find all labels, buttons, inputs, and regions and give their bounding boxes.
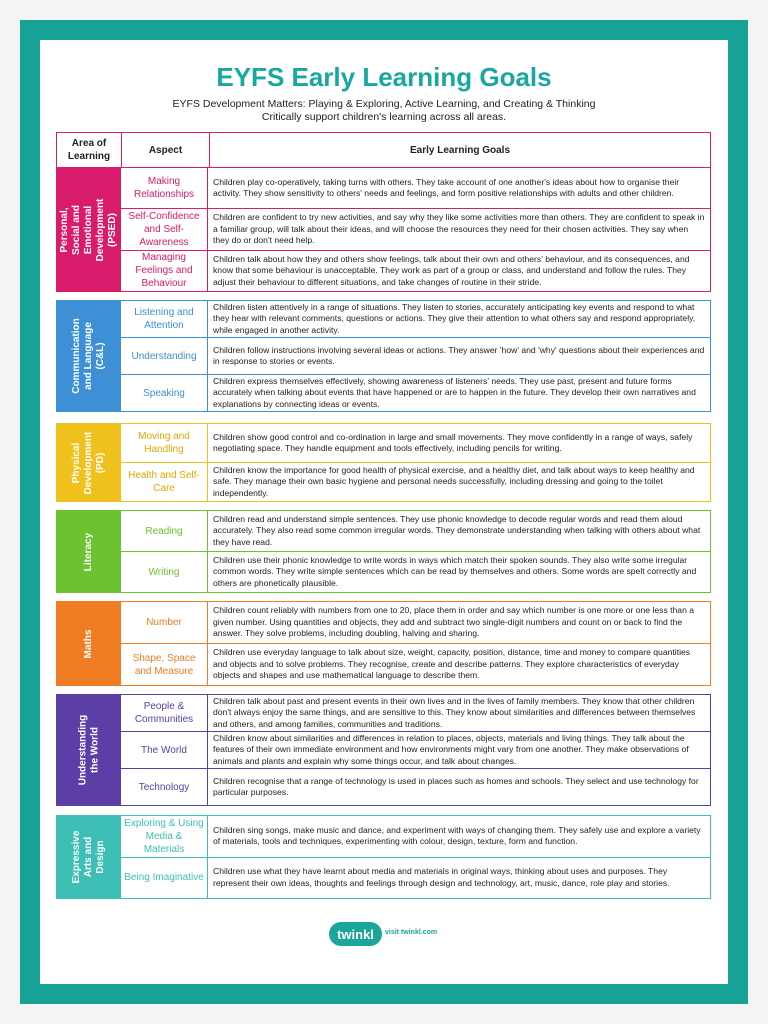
area-label: Communication and Language (C&L) [71,318,106,394]
goal-cell: Children follow instructions involving several ideas or actions. They answer 'how' and 'why' questions about their experiences and in response to stories or events. [213,344,705,366]
subtitle-line-1: EYFS Development Matters: Playing & Exploring, Active Learning, and Creating & Thinking [172,98,596,110]
goal-cell: Children recognise that a range of technology is used in places such as homes and schools. They select and use technology for particular purposes. [213,775,699,797]
goal-cell: Children talk about how they and others show feelings, talk about their own and others' behaviour, and its consequences, and know that some behaviour is unacceptable. They work as part of a group or class, and understand and follow the rules. They adjust their behaviour to different situations, and take changes of routine in their stride. [213,253,690,287]
aspect-cell: Technology [121,769,208,805]
aspect-cell: Shape, Space and Measure [121,644,208,685]
area-label: Physical Development (PD) [71,431,106,494]
aspect-rows [121,602,710,685]
page-title: EYFS Early Learning Goals [216,62,552,92]
section-6 [56,694,711,806]
area-label: Personal, Social and Emotional Development (PSED) [59,198,118,261]
table-row [121,857,710,899]
aspect-cell: Moving and Handling [121,424,208,462]
table-row [121,462,710,501]
aspect-cell: Understanding [121,338,208,374]
aspect-cell: The World [121,732,208,768]
aspect-cell: Writing [121,552,208,592]
subtitle-line-2: Critically support children's learning across all areas. [261,111,507,123]
table-row [121,695,710,731]
table-row [121,602,710,643]
table-row [121,768,710,805]
aspect-cell: Being Imaginative [121,858,208,899]
table-row [121,731,710,768]
section-7 [56,815,711,899]
aspect-cell: Speaking [121,375,208,411]
goal-cell: Children use their phonic knowledge to write words in ways which match their spoken sounds. They also write some irregular common words. They write simple sentences which can be read by themselves and others. Some words are spelt correctly and others are phonetically plausible. [213,554,697,588]
aspect-cell: People & Communities [121,695,208,731]
area-label: Literacy [83,532,94,571]
aspect-cell: Self-Confidence and Self-Awareness [121,209,208,249]
table-row [121,337,710,374]
section-3 [56,423,711,502]
aspect-cell: Health and Self-Care [121,463,208,501]
aspect-rows [121,816,710,898]
section-5 [56,601,711,686]
aspect-cell: Managing Feelings and Behaviour [121,251,208,291]
area-of-learning [57,511,121,592]
goal-cell: Children are confident to try new activities, and say why they like some activities more than others. They are confident to speak in a familiar group, will talk about their ideas, and will choose the resources they need for their chosen activities. They say when they do or don't need help. [213,212,705,246]
header-goals: Early Learning Goals [409,144,511,156]
goal-cell: Children use everyday language to talk about size, weight, capacity, position, distance, time and money to compare quantities and objects and to solve problems. They recognise, create and describe patterns. They explore characteristics of everyday objects and shapes and use mathematical language to describe them. [213,647,691,681]
table-row [121,643,710,685]
table-row [121,250,710,291]
table-row [121,301,710,337]
twinkl-logo: twinkl [329,922,382,946]
table-row [121,551,710,592]
table-row [121,168,710,208]
section-4 [56,510,711,593]
goal-cell: Children listen attentively in a range of situations. They listen to stories, accurately anticipating key events and respond to what they hear with relevant comments, questions or actions. They give their attention to what others say and respond appropriately, while engaged in another activity. [213,301,696,335]
aspect-rows [121,301,710,411]
subtitle [0,98,768,124]
goal-cell: Children use what they have learnt about media and materials in original ways, thinking about uses and purposes. They represent their own ideas, thoughts and feelings through design and technology, art, music, dance, role play and stories. [213,866,670,888]
header-aspect: Aspect [122,133,210,167]
aspect-rows [121,511,710,592]
header-area: Area of Learning [57,133,122,167]
aspect-cell: Reading [121,511,208,551]
goal-cell: Children know the importance for good health of physical exercise, and a healthy diet, and talk about ways to keep healthy and safe. They manage their own basic hygiene and personal needs successfully, including dressing and going to the toilet independently. [213,464,695,498]
area-of-learning [57,168,121,291]
area-of-learning [57,816,121,898]
table-row [121,208,710,249]
goal-cell: Children count reliably with numbers from one to 20, place them in order and say which number is one more or one less than a given number. Using quantities and objects, they add and subtract two single-digit numbers and count on or back to find the answer. They solve problems, including doubling, halving and sharing. [213,605,695,639]
aspect-cell: Number [121,602,208,643]
goal-cell: Children express themselves effectively, showing awareness of listeners' needs. They use past, present and future forms accurately when talking about events that have happened or are to happen in the future. They develop their own narratives and explanations by connecting ideas or events. [213,375,696,409]
visit-link[interactable]: visit twinkl.com [385,929,438,936]
table-row [121,511,710,551]
aspect-cell: Making Relationships [121,168,208,208]
section-2 [56,300,711,412]
goal-cell: Children talk about past and present events in their own lives and in the lives of family members. They know that other children don't always enjoy the same things, and are sensitive to this. They know about similarities and differences between themselves and others, and among families, communities and traditions. [213,695,696,729]
table-row [121,424,710,462]
goal-cell: Children sing songs, make music and dance, and experiment with ways of changing them. They safely use and explore a variety of materials, tools and techniques, experimenting with colour, design, texture, form and function. [213,824,701,847]
table-row [121,374,710,411]
aspect-rows [121,695,710,805]
area-of-learning [57,695,121,805]
goal-cell: Children read and understand simple sentences. They use phonic knowledge to decode regular words and read them aloud accurately. They also read some common irregular words. They demonstrate understanding when talking with others about what they have read. [213,513,701,547]
aspect-cell: Listening and Attention [121,301,208,337]
area-of-learning [57,602,121,685]
area-label: Maths [83,629,94,658]
area-of-learning [57,301,121,411]
goal-cell: Children know about similarities and differences in relation to places, objects, materials and living things. They talk about the features of their own immediate environment and how environments might vary from one another. They make observations of animals and plants and explain why some things occur, and talk about changes. [213,732,689,766]
section-1 [56,167,711,292]
goal-cell: Children show good control and co-ordination in large and small movements. They move confidently in a range of ways, safely negotiating space. They handle equipment and tools effectively, including pencils for writing. [213,431,693,453]
goal-cell: Children play co-operatively, taking turns with others. They take account of one another's ideas about how to organise their activity. They show sensitivity to others' needs and feelings, and form positive relationships with adults and other children. [213,176,680,199]
table-header [56,132,711,168]
aspect-rows [121,168,710,291]
area-of-learning [57,424,121,501]
area-label: Understanding the World [77,714,100,786]
table-row [121,816,710,857]
area-label: Expressive Arts and Design [71,830,106,884]
aspect-cell: Exploring & Using Media & Materials [121,816,208,857]
aspect-rows [121,424,710,501]
